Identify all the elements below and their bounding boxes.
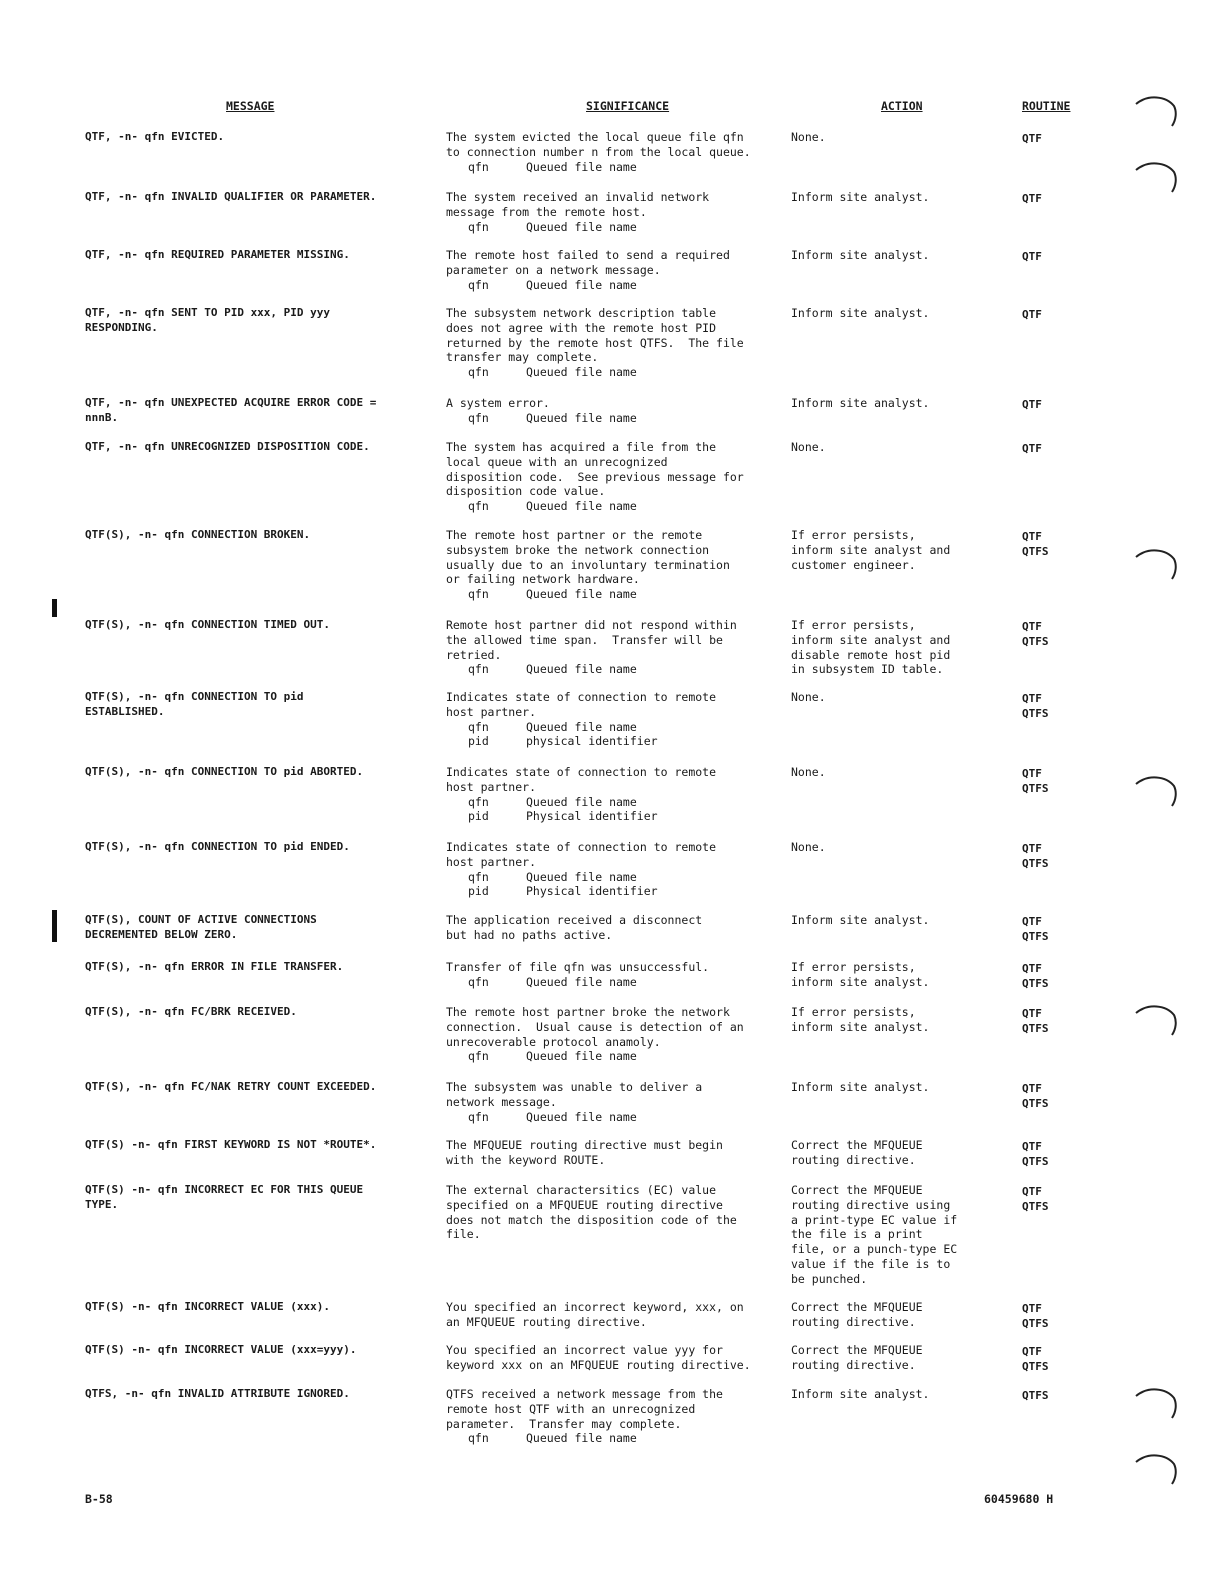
action-text bbox=[791, 618, 991, 677]
parameter-description: physical identifier bbox=[526, 734, 658, 749]
significance-line: returned by the remote host QTFS. The file bbox=[446, 335, 744, 350]
significance-text bbox=[446, 960, 786, 990]
action-line: Correct the MFQUEUE bbox=[791, 1183, 923, 1197]
parameter-description: Queued file name bbox=[526, 794, 637, 809]
action-text bbox=[791, 690, 991, 705]
significance-text bbox=[446, 690, 786, 749]
parameter-description: Physical identifier bbox=[526, 884, 658, 899]
significance-line: disposition code. See previous message for bbox=[446, 469, 744, 484]
routine-line: QTF bbox=[1022, 442, 1042, 455]
message-text: QTF(S), -n- qfn CONNECTION TO pid ABORTED. bbox=[85, 765, 364, 778]
routine-line: QTF bbox=[1022, 1140, 1042, 1153]
action-line: routing directive. bbox=[791, 1357, 916, 1372]
significance-line: host partner. bbox=[446, 854, 537, 869]
significance-text bbox=[446, 1387, 786, 1446]
binder-hole-mark bbox=[1134, 158, 1180, 198]
parameter-definition bbox=[446, 1431, 786, 1446]
action-line: value if the file is to bbox=[791, 1256, 951, 1271]
routine-line: QTFS bbox=[1022, 1389, 1049, 1402]
action-line: Inform site analyst. bbox=[791, 306, 930, 320]
significance-line: or failing network hardware. bbox=[446, 572, 640, 587]
binder-hole-mark bbox=[1134, 545, 1180, 585]
routine-text bbox=[1022, 192, 1102, 207]
significance-line: QTFS received a network message from the bbox=[446, 1387, 723, 1401]
routine-line: QTFS bbox=[1022, 1316, 1049, 1330]
message-text: QTF, -n- qfn EVICTED. bbox=[85, 130, 225, 143]
change-bar bbox=[52, 910, 57, 942]
significance-line: local queue with an unrecognized bbox=[446, 454, 668, 469]
significance-line: does not match the disposition code of the bbox=[446, 1212, 737, 1227]
document-number: 60459680 H bbox=[984, 1492, 1054, 1506]
message-text: QTF(S) -n- qfn FIRST KEYWORD IS NOT *ROUTE*. bbox=[85, 1138, 377, 1151]
header-significance: SIGNIFICANCE bbox=[586, 99, 670, 113]
parameter-description: Physical identifier bbox=[526, 809, 658, 824]
routine-text bbox=[1022, 962, 1102, 992]
action-line: If error persists, bbox=[791, 1005, 916, 1019]
message-text: QTF, -n- qfn UNEXPECTED ACQUIRE ERROR CODE = nnnB. bbox=[85, 396, 377, 424]
significance-line: Indicates state of connection to remote bbox=[446, 690, 717, 704]
routine-line: QTF bbox=[1022, 250, 1042, 263]
action-line: If error persists, bbox=[791, 618, 916, 632]
parameter-term: qfn bbox=[468, 869, 489, 884]
routine-line: QTF bbox=[1022, 132, 1042, 145]
parameter-definition bbox=[446, 662, 786, 677]
action-text bbox=[791, 1387, 991, 1402]
parameter-definition bbox=[446, 365, 786, 380]
significance-text bbox=[446, 130, 786, 174]
routine-line: QTFS bbox=[1022, 544, 1049, 558]
routine-text bbox=[1022, 398, 1102, 413]
significance-text bbox=[446, 765, 786, 824]
parameter-term: qfn bbox=[468, 719, 489, 734]
parameter-definition bbox=[446, 499, 786, 514]
action-line: Correct the MFQUEUE bbox=[791, 1138, 923, 1152]
action-line: Inform site analyst. bbox=[791, 190, 930, 204]
significance-line: Remote host partner did not respond within bbox=[446, 618, 737, 632]
action-line: disable remote host pid bbox=[791, 647, 951, 662]
significance-line: You specified an incorrect keyword, xxx, on bbox=[446, 1300, 744, 1314]
parameter-description: Queued file name bbox=[526, 159, 637, 174]
action-line: None. bbox=[791, 440, 826, 454]
parameter-term: qfn bbox=[468, 1049, 489, 1064]
parameter-term: qfn bbox=[468, 365, 489, 380]
action-line: None. bbox=[791, 765, 826, 779]
action-line: If error persists, bbox=[791, 960, 916, 974]
message-text: QTF(S), -n- qfn FC/BRK RECEIVED. bbox=[85, 1005, 297, 1018]
message-text: QTF, -n- qfn INVALID QUALIFIER OR PARAMETER. bbox=[85, 190, 377, 203]
parameter-description: Queued file name bbox=[526, 719, 637, 734]
significance-line: The system has acquired a file from the bbox=[446, 440, 717, 454]
routine-line: QTFS bbox=[1022, 634, 1049, 648]
significance-line: The remote host partner or the remote bbox=[446, 528, 703, 542]
significance-line: message from the remote host. bbox=[446, 204, 647, 219]
action-text bbox=[791, 840, 991, 855]
significance-text bbox=[446, 396, 786, 426]
routine-line: QTFS bbox=[1022, 781, 1049, 795]
significance-line: The subsystem network description table bbox=[446, 306, 717, 320]
message-text: QTF(S) -n- qfn INCORRECT VALUE (xxx). bbox=[85, 1300, 331, 1313]
significance-line: Indicates state of connection to remote bbox=[446, 840, 717, 854]
routine-text bbox=[1022, 1082, 1102, 1112]
parameter-term: qfn bbox=[468, 410, 489, 425]
parameter-description: Queued file name bbox=[526, 1049, 637, 1064]
parameter-description: Queued file name bbox=[526, 1431, 637, 1446]
message-text: QTF(S) -n- qfn INCORRECT EC FOR THIS QUEUE TYPE. bbox=[85, 1183, 364, 1211]
action-line: inform site analyst. bbox=[791, 1019, 930, 1034]
parameter-definition bbox=[446, 220, 786, 235]
routine-line: QTF bbox=[1022, 962, 1042, 975]
significance-text bbox=[446, 1080, 786, 1124]
parameter-definition bbox=[446, 160, 786, 175]
significance-line: connection. Usual cause is detection of an bbox=[446, 1019, 744, 1034]
parameter-description: Queued file name bbox=[526, 410, 637, 425]
action-line: Inform site analyst. bbox=[791, 396, 930, 410]
action-line: routing directive. bbox=[791, 1314, 916, 1329]
parameter-term: pid bbox=[468, 884, 489, 899]
parameter-description: Queued file name bbox=[526, 662, 637, 677]
action-line: be punched. bbox=[791, 1271, 868, 1286]
action-line: file, or a punch-type EC bbox=[791, 1242, 958, 1257]
significance-text bbox=[446, 528, 786, 602]
action-line: None. bbox=[791, 690, 826, 704]
routine-line: QTF bbox=[1022, 530, 1042, 543]
routine-text bbox=[1022, 1389, 1102, 1404]
significance-line: file. bbox=[446, 1227, 481, 1242]
binder-hole-mark bbox=[1134, 772, 1180, 812]
routine-line: QTF bbox=[1022, 620, 1042, 633]
routine-text bbox=[1022, 692, 1102, 722]
significance-line: parameter on a network message. bbox=[446, 262, 661, 277]
routine-line: QTF bbox=[1022, 1007, 1042, 1020]
routine-line: QTF bbox=[1022, 398, 1042, 411]
significance-line: The remote host partner broke the network bbox=[446, 1005, 730, 1019]
routine-text bbox=[1022, 530, 1102, 560]
action-line: Correct the MFQUEUE bbox=[791, 1300, 923, 1314]
action-line: Correct the MFQUEUE bbox=[791, 1343, 923, 1357]
significance-line: The MFQUEUE routing directive must begin bbox=[446, 1138, 723, 1152]
parameter-definition bbox=[446, 795, 786, 810]
routine-line: QTFS bbox=[1022, 976, 1049, 990]
message-text: QTF(S), -n- qfn CONNECTION TO pid ESTABLISHED. bbox=[85, 690, 304, 718]
action-text bbox=[791, 913, 991, 928]
parameter-term: qfn bbox=[468, 499, 489, 514]
parameter-description: Queued file name bbox=[526, 365, 637, 380]
parameter-definition bbox=[446, 278, 786, 293]
action-text bbox=[791, 1300, 991, 1330]
significance-line: does not agree with the remote host PID bbox=[446, 320, 717, 335]
routine-line: QTFS bbox=[1022, 1199, 1049, 1213]
message-text: QTF, -n- qfn SENT TO PID xxx, PID yyy RESPONDING. bbox=[85, 306, 331, 334]
significance-line: You specified an incorrect value yyy for bbox=[446, 1343, 723, 1357]
significance-line: to connection number n from the local queue. bbox=[446, 144, 751, 159]
parameter-term: qfn bbox=[468, 794, 489, 809]
action-text bbox=[791, 396, 991, 411]
significance-line: the allowed time span. Transfer will be bbox=[446, 632, 723, 647]
action-line: routing directive. bbox=[791, 1152, 916, 1167]
action-text bbox=[791, 960, 991, 990]
parameter-term: qfn bbox=[468, 974, 489, 989]
action-line: If error persists, bbox=[791, 528, 916, 542]
parameter-term: qfn bbox=[468, 277, 489, 292]
significance-text bbox=[446, 306, 786, 380]
routine-line: QTFS bbox=[1022, 929, 1049, 943]
parameter-term: pid bbox=[468, 734, 489, 749]
message-text: QTF(S), -n- qfn FC/NAK RETRY COUNT EXCEEDED. bbox=[85, 1080, 377, 1093]
significance-line: usually due to an involuntary termination bbox=[446, 557, 730, 572]
action-line: Inform site analyst. bbox=[791, 1387, 930, 1401]
significance-line: subsystem broke the network connection bbox=[446, 542, 710, 557]
routine-line: QTF bbox=[1022, 1185, 1042, 1198]
action-text bbox=[791, 1138, 991, 1168]
significance-text bbox=[446, 1138, 786, 1168]
action-line: routing directive using bbox=[791, 1197, 951, 1212]
message-text: QTF(S), -n- qfn CONNECTION TO pid ENDED. bbox=[85, 840, 350, 853]
parameter-definition bbox=[446, 411, 786, 426]
action-line: the file is a print bbox=[791, 1227, 923, 1242]
significance-line: disposition code value. bbox=[446, 484, 606, 499]
significance-text bbox=[446, 840, 786, 899]
action-line: inform site analyst and bbox=[791, 542, 951, 557]
action-line: in subsystem ID table. bbox=[791, 662, 944, 677]
parameter-term: qfn bbox=[468, 219, 489, 234]
routine-text bbox=[1022, 767, 1102, 797]
action-text bbox=[791, 248, 991, 263]
action-line: Inform site analyst. bbox=[791, 1080, 930, 1094]
parameter-term: qfn bbox=[468, 159, 489, 174]
message-text: QTF(S), -n- qfn CONNECTION TIMED OUT. bbox=[85, 618, 331, 631]
action-text bbox=[791, 528, 991, 572]
parameter-description: Queued file name bbox=[526, 869, 637, 884]
action-line: None. bbox=[791, 130, 826, 144]
significance-line: host partner. bbox=[446, 779, 537, 794]
routine-line: QTFS bbox=[1022, 1154, 1049, 1168]
message-text: QTF(S), COUNT OF ACTIVE CONNECTIONS DECREMENTED BELOW ZERO. bbox=[85, 913, 317, 941]
routine-line: QTF bbox=[1022, 308, 1042, 321]
action-text bbox=[791, 1080, 991, 1095]
significance-line: specified on a MFQUEUE routing directive bbox=[446, 1197, 723, 1212]
parameter-description: Queued file name bbox=[526, 277, 637, 292]
action-line: inform site analyst. bbox=[791, 974, 930, 989]
parameter-term: pid bbox=[468, 809, 489, 824]
message-text: QTFS, -n- qfn INVALID ATTRIBUTE IGNORED. bbox=[85, 1387, 350, 1400]
significance-text bbox=[446, 1005, 786, 1064]
message-text: QTF(S), -n- qfn ERROR IN FILE TRANSFER. bbox=[85, 960, 344, 973]
parameter-term: qfn bbox=[468, 1109, 489, 1124]
action-text bbox=[791, 1005, 991, 1035]
parameter-definition bbox=[446, 734, 786, 749]
significance-text bbox=[446, 1343, 786, 1373]
significance-text bbox=[446, 190, 786, 234]
significance-line: with the keyword ROUTE. bbox=[446, 1152, 606, 1167]
routine-line: QTF bbox=[1022, 1082, 1042, 1095]
binder-hole-mark bbox=[1134, 1001, 1180, 1041]
action-text bbox=[791, 190, 991, 205]
routine-line: QTFS bbox=[1022, 856, 1049, 870]
parameter-description: Queued file name bbox=[526, 219, 637, 234]
significance-line: retried. bbox=[446, 647, 502, 662]
parameter-description: Queued file name bbox=[526, 974, 637, 989]
action-line: None. bbox=[791, 840, 826, 854]
action-line: inform site analyst and bbox=[791, 632, 951, 647]
significance-text bbox=[446, 1183, 786, 1242]
header-action: ACTION bbox=[881, 99, 923, 113]
significance-line: an MFQUEUE routing directive. bbox=[446, 1314, 647, 1329]
significance-text bbox=[446, 248, 786, 292]
parameter-definition bbox=[446, 587, 786, 602]
significance-line: transfer may complete. bbox=[446, 350, 599, 365]
routine-text bbox=[1022, 1007, 1102, 1037]
significance-text bbox=[446, 618, 786, 677]
routine-line: QTF bbox=[1022, 1345, 1042, 1358]
routine-line: QTFS bbox=[1022, 1096, 1049, 1110]
significance-line: keyword xxx on an MFQUEUE routing directive. bbox=[446, 1357, 751, 1372]
routine-line: QTFS bbox=[1022, 706, 1049, 720]
action-text bbox=[791, 440, 991, 455]
message-text: QTF(S), -n- qfn CONNECTION BROKEN. bbox=[85, 528, 311, 541]
significance-line: The application received a disconnect bbox=[446, 913, 703, 927]
routine-line: QTF bbox=[1022, 692, 1042, 705]
significance-line: A system error. bbox=[446, 396, 550, 410]
routine-text bbox=[1022, 132, 1102, 147]
routine-text bbox=[1022, 442, 1102, 457]
parameter-term: qfn bbox=[468, 587, 489, 602]
action-text bbox=[791, 306, 991, 321]
significance-line: remote host QTF with an unrecognized bbox=[446, 1401, 696, 1416]
parameter-definition bbox=[446, 1049, 786, 1064]
routine-line: QTF bbox=[1022, 192, 1042, 205]
action-line: Inform site analyst. bbox=[791, 248, 930, 262]
routine-text bbox=[1022, 250, 1102, 265]
routine-line: QTFS bbox=[1022, 1359, 1049, 1373]
action-line: a print-type EC value if bbox=[791, 1212, 958, 1227]
routine-text bbox=[1022, 308, 1102, 323]
binder-hole-mark bbox=[1134, 1450, 1180, 1490]
routine-text bbox=[1022, 620, 1102, 650]
header-message: MESSAGE bbox=[226, 99, 275, 113]
significance-line: Transfer of file qfn was unsuccessful. bbox=[446, 960, 710, 974]
routine-text bbox=[1022, 842, 1102, 872]
message-text: QTF(S) -n- qfn INCORRECT VALUE (xxx=yyy). bbox=[85, 1343, 357, 1356]
binder-hole-mark bbox=[1134, 92, 1180, 132]
routine-line: QTFS bbox=[1022, 1021, 1049, 1035]
significance-line: but had no paths active. bbox=[446, 927, 613, 942]
routine-text bbox=[1022, 915, 1102, 945]
message-text: QTF, -n- qfn UNRECOGNIZED DISPOSITION CODE. bbox=[85, 440, 370, 453]
parameter-term: qfn bbox=[468, 662, 489, 677]
significance-text bbox=[446, 913, 786, 943]
significance-line: The system evicted the local queue file qfn bbox=[446, 130, 744, 144]
parameter-definition bbox=[446, 975, 786, 990]
parameter-description: Queued file name bbox=[526, 587, 637, 602]
significance-line: Indicates state of connection to remote bbox=[446, 765, 717, 779]
parameter-definition bbox=[446, 1110, 786, 1125]
routine-line: QTF bbox=[1022, 842, 1042, 855]
significance-line: The external charactersitics (EC) value bbox=[446, 1183, 717, 1197]
significance-line: host partner. bbox=[446, 704, 537, 719]
parameter-term: qfn bbox=[468, 1431, 489, 1446]
binder-hole-mark bbox=[1134, 1384, 1180, 1424]
action-text bbox=[791, 1343, 991, 1373]
action-line: customer engineer. bbox=[791, 557, 916, 572]
significance-line: network message. bbox=[446, 1094, 557, 1109]
action-text bbox=[791, 765, 991, 780]
significance-line: unrecoverable protocol anamoly. bbox=[446, 1034, 661, 1049]
action-line: Inform site analyst. bbox=[791, 913, 930, 927]
parameter-definition bbox=[446, 720, 786, 735]
significance-line: parameter. Transfer may complete. bbox=[446, 1416, 682, 1431]
significance-line: The system received an invalid network bbox=[446, 190, 710, 204]
page-number: B-58 bbox=[85, 1492, 113, 1506]
routine-text bbox=[1022, 1345, 1102, 1375]
header-routine: ROUTINE bbox=[1022, 99, 1071, 113]
parameter-definition bbox=[446, 884, 786, 899]
parameter-definition bbox=[446, 870, 786, 885]
change-bar bbox=[52, 599, 57, 617]
parameter-definition bbox=[446, 809, 786, 824]
message-text: QTF, -n- qfn REQUIRED PARAMETER MISSING. bbox=[85, 248, 350, 261]
routine-line: QTF bbox=[1022, 1302, 1042, 1315]
routine-line: QTF bbox=[1022, 767, 1042, 780]
routine-text bbox=[1022, 1185, 1102, 1215]
parameter-description: Queued file name bbox=[526, 499, 637, 514]
action-text bbox=[791, 1183, 991, 1287]
significance-text bbox=[446, 440, 786, 514]
parameter-description: Queued file name bbox=[526, 1109, 637, 1124]
significance-line: The subsystem was unable to deliver a bbox=[446, 1080, 703, 1094]
significance-text bbox=[446, 1300, 786, 1330]
routine-text bbox=[1022, 1302, 1102, 1332]
significance-line: The remote host failed to send a required bbox=[446, 248, 730, 262]
routine-text bbox=[1022, 1140, 1102, 1170]
routine-line: QTF bbox=[1022, 915, 1042, 928]
action-text bbox=[791, 130, 991, 145]
